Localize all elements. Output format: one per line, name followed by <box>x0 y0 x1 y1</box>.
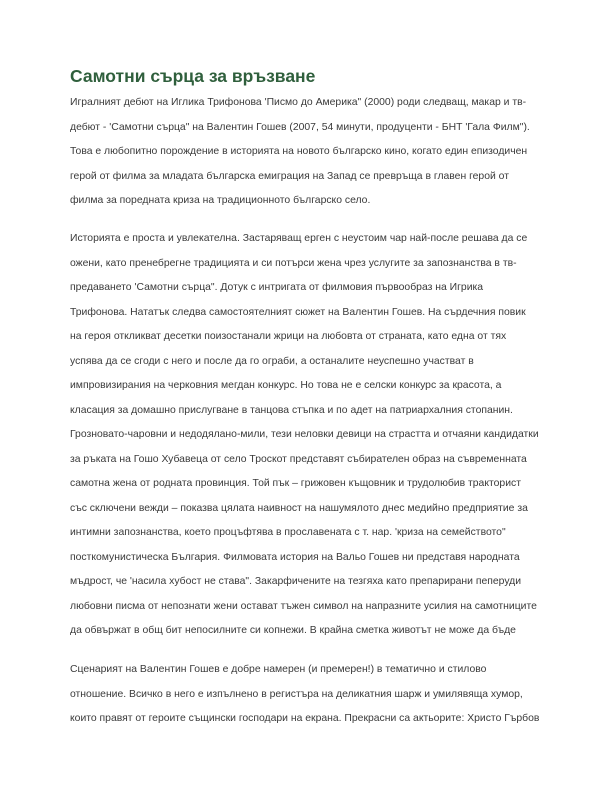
paragraph-intro <box>70 91 530 214</box>
paragraph-story <box>70 227 539 644</box>
text-line: интимни запознанства, което процъфтява в прославената с т. нар. 'криза на семейството" <box>70 527 506 538</box>
text-line: които правят от героите същински господари на екрана. Прекрасни са актьорите: Христо Гърбов <box>70 713 540 724</box>
text-line: Грозновато-чаровни и недодялано-мили, тези неловки девици на страстта и отчаяни кандидатки <box>70 429 539 440</box>
text-line: ожени, като пренебрегне традицията и си потърси жена чрез услугите за запознанства в тв- <box>70 257 517 269</box>
text-line: импровизирания на черковния мегдан конкурс. Но това не е селски конкурс за красота, а <box>70 380 502 391</box>
text-line: Историята е проста и увлекателна. Застаряващ ерген с неустоим чар най-после решава да се <box>70 233 528 244</box>
text-line: успява да се сгоди с него и после да го ограби, а останалите неуспешно участват в <box>70 355 474 367</box>
paragraph-screenplay <box>70 658 539 732</box>
text-line: отношение. Всичко в него е изпълнено в регистъра на деликатния шарж и умилявяща хумор, <box>70 688 523 700</box>
text-line: филма за поредната криза на традиционното българско село. <box>70 195 371 206</box>
text-line: самотна жена от родната провинция. Той пък – грижовен къщовник и трудолюбив тракторист <box>70 478 521 489</box>
text-line: Сценарият на Валентин Гошев е добре намерен (и премерен!) в тематично и стилово <box>70 664 487 675</box>
text-line: посткомунистическа България. Филмовата история на Вальо Гошев ни представя народната <box>70 551 520 563</box>
text-line: със сключени вежди – показва цялата наивност на нашумялото днес медийно предприятие за <box>70 502 528 514</box>
text-line: за ръката на Гошо Хубавеца от село Троскот представят събирателен образ на съвременната <box>70 453 527 465</box>
text-line: класация за домашно прислугване в танцова стъпка и по адет на патриархалния стопанин. <box>70 404 513 416</box>
article-title: Самотни сърца за връзване <box>70 66 316 86</box>
text-line: Трифонова. Нататък следва самостоятелният сюжет на Валентин Гошев. На сърдечния повик <box>70 306 526 318</box>
text-line: Това е любопитно порождение в историята на новото българско кино, когато един епизодичен <box>70 146 528 157</box>
text-line: дебют - 'Самотни сърца" на Валентин Гошев (2007, 54 минути, продуценти - БНТ 'Гала Филм"). <box>70 121 530 133</box>
text-line: Игралният дебют на Иглика Трифонова 'Писмо до Америка" (2000) роди следващ, макар и тв- <box>70 97 527 108</box>
text-line: на героя откликват десетки поизостанали жрици на любовта от страната, като една от тях <box>70 331 507 342</box>
text-line: да обвържат в общ бит непосилните си копнежи. В крайна сметка животът не може да бъде <box>70 625 516 636</box>
text-line: мъдрост, че 'насила хубост не става". Закарфичените на тезгяха като препарирани пеперуди <box>70 576 522 587</box>
text-line: предаването 'Самотни сърца". Дотук с интригата от филмовия първообраз на Игрика <box>70 282 484 293</box>
text-line: герой от филма за младата българска емиграция на Запад се превръща в главен герой от <box>70 170 509 182</box>
text-line: любовни писма от непознати жени остават тъжен символ на напразните усилия на самотниците <box>70 600 537 612</box>
